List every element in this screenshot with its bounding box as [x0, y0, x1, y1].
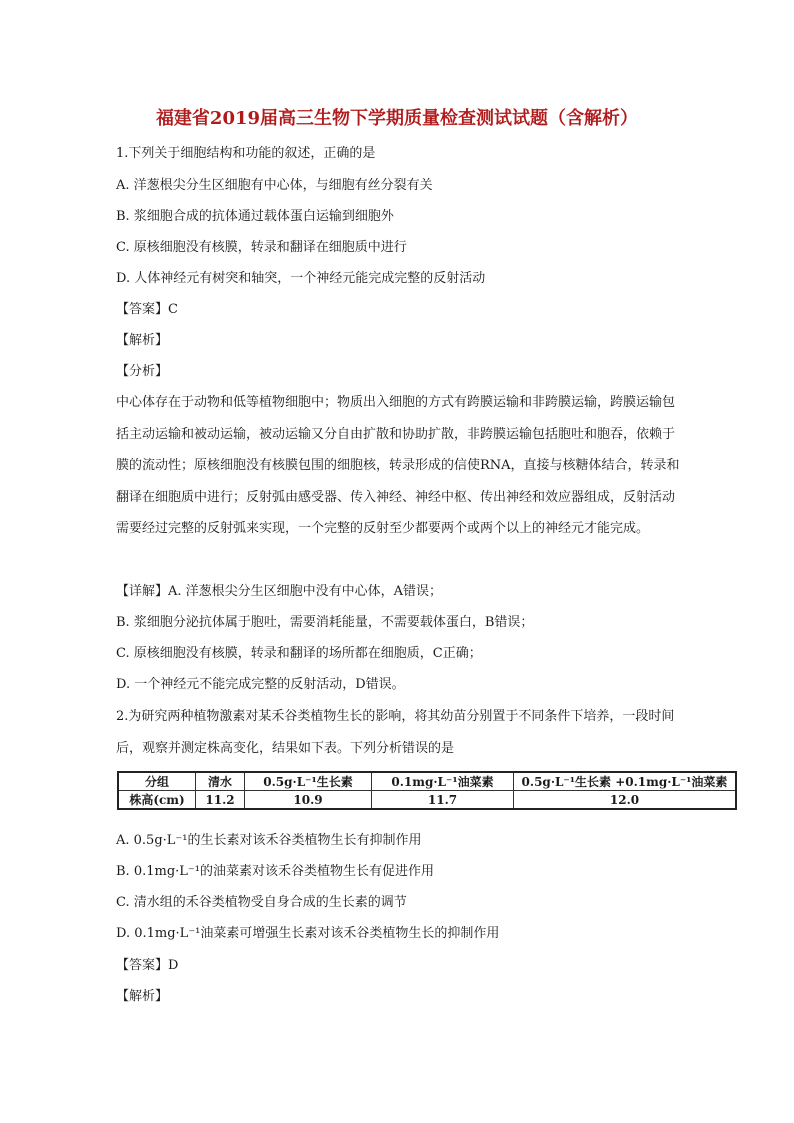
q2-option-d: D. 0.1mg·L⁻¹油菜素可增强生长素对该禾谷类植物生长的抑制作用 [116, 926, 500, 941]
q1-detail-b: B. 浆细胞分泌抗体属于胞吐，需要消耗能量，不需要载体蛋白，B错误； [116, 615, 534, 630]
table-header-cell: 0.1mg·L⁻¹油菜素 [372, 772, 514, 791]
question-1-stem: 1.下列关于细胞结构和功能的叙述，正确的是 [116, 146, 376, 161]
q1-option-a: A. 洋葱根尖分生区细胞有中心体，与细胞有丝分裂有关 [116, 178, 433, 193]
table-header-cell: 分组 [118, 772, 196, 791]
q1-fenxi-text: 中心体存在于动物和低等植物细胞中；物质出入细胞的方式有跨膜运输和非跨膜运输，跨膜运输包括主动运输和被动运输，被动运输又分自由扩散和协助扩散，非跨膜运输包括胞吐和胞吞，依赖于膜的流动性；原核细胞没有核膜包围的细胞核，转录形成的信使RNA，直接与核糖体结合，转录和翻译在细胞质中进行；反射弧由感受器、传入神经、神经中枢、传出神经和效应器组成，反射活动需要经过完整的反射弧来实现，一个完整的反射至少都要两个或两个以上的神经元才能完成。 [116, 395, 680, 536]
q2-option-a: A. 0.5g·L⁻¹的生长素对该禾谷类植物生长有抑制作用 [116, 833, 422, 848]
table-row [118, 791, 736, 810]
q1-option-c: C. 原核细胞没有核膜，转录和翻译在细胞质中进行 [116, 240, 407, 255]
q2-answer: 【答案】D [116, 958, 179, 973]
q1-option-d: D. 人体神经元有树突和轴突，一个神经元能完成完整的反射活动 [116, 271, 486, 286]
table-cell: 11.2 [196, 791, 245, 810]
table-row-label: 株高(cm) [118, 791, 196, 810]
table-cell: 11.7 [372, 791, 514, 810]
q1-option-b: B. 浆细胞合成的抗体通过载体蛋白运输到细胞外 [116, 209, 394, 224]
table-header-cell: 清水 [196, 772, 245, 791]
q1-detail-a: 【详解】A. 洋葱根尖分生区细胞中没有中心体，A错误； [116, 584, 443, 599]
table-cell: 10.9 [245, 791, 372, 810]
question-2-stem: 2.为研究两种植物激素对某禾谷类植物生长的影响，将其幼苗分别置于不同条件下培养，一段时间后，观察并测定株高变化，结果如下表。下列分析错误的是 [116, 709, 675, 756]
q2-analysis-heading: 【解析】 [116, 989, 169, 1004]
q1-detail-c: C. 原核细胞没有核膜，转录和翻译的场所都在细胞质，C正确； [116, 646, 482, 661]
page-title: 福建省2019届高三生物下学期质量检查测试试题（含解析） [155, 108, 639, 129]
q1-answer: 【答案】C [116, 302, 178, 317]
q2-option-c: C. 清水组的禾谷类植物受自身合成的生长素的调节 [116, 895, 407, 910]
q1-detail-d: D. 一个神经元不能完成完整的反射活动，D错误。 [116, 677, 405, 692]
table-cell: 12.0 [514, 791, 737, 810]
q1-fenxi-heading: 【分析】 [116, 364, 169, 379]
q1-analysis-heading: 【解析】 [116, 333, 169, 348]
table-header-cell: 0.5g·L⁻¹生长素 +0.1mg·L⁻¹油菜素 [514, 772, 737, 791]
table-header-row [118, 772, 736, 791]
results-table [117, 771, 737, 810]
q2-option-b: B. 0.1mg·L⁻¹的油菜素对该禾谷类植物生长有促进作用 [116, 864, 434, 879]
table-header-cell: 0.5g·L⁻¹生长素 [245, 772, 372, 791]
